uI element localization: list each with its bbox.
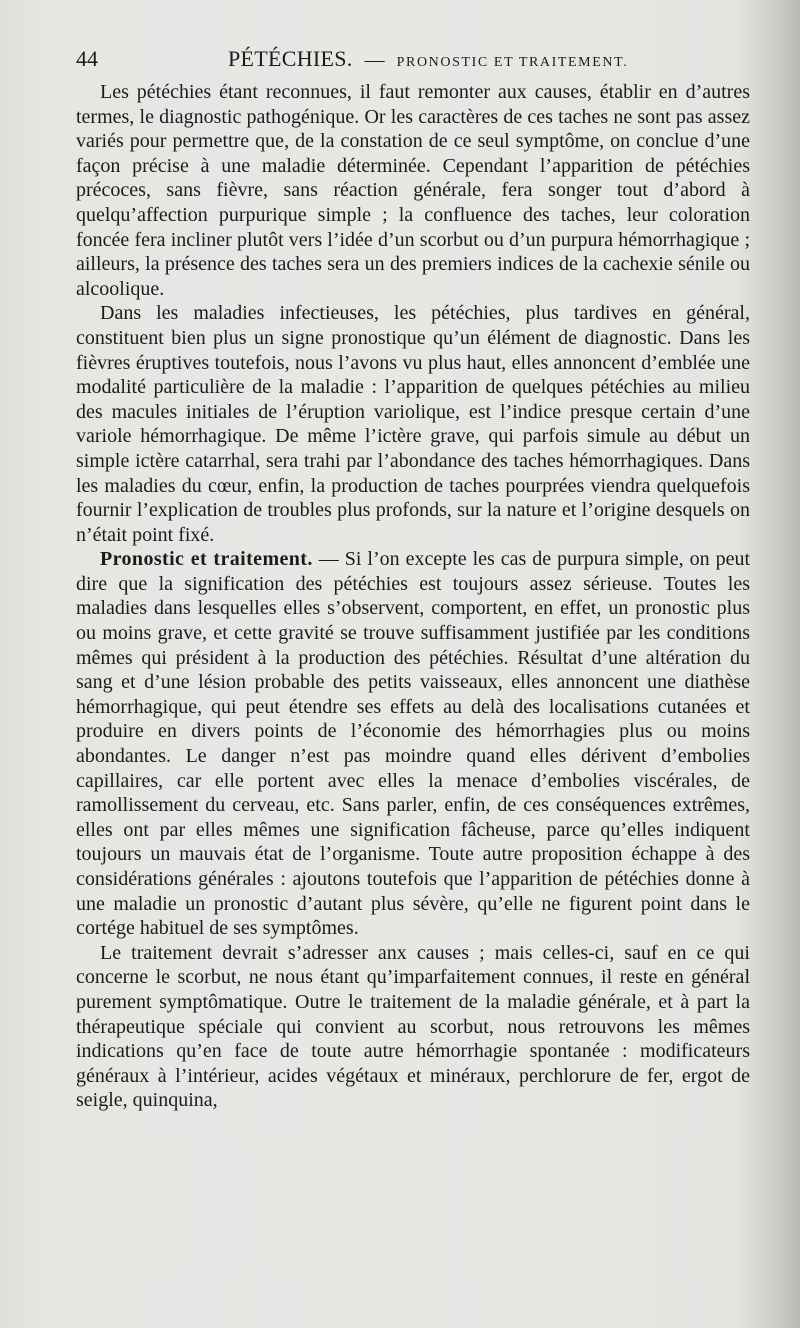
paragraph-diagnostic: Les pétéchies étant reconnues, il faut remonter aux causes, établir en d’autres termes, le diagnostic pathogénique. Or les caractères de ces taches ne sont pas assez variés pour permettre que, de la constation de ce seul symptôme, on conclue d’une façon précise à une maladie déterminée. Cependant l’apparition de pétéchies précoces, sans fièvre, sans réaction générale, fera songer tout d’abord à quelqu’affection purpurique simple ; la confluence des taches, leur coloration foncée fera incliner plutôt vers l’idée d’un scorbut ou d’un purpura hémorrhagique ; ailleurs, la présence des taches sera un des premiers indices de la cachexie sénile ou alcoolique. [76,81,750,300]
running-head [228,44,628,78]
paragraph-treatment: Le traitement devrait s’adresser anx causes ; mais celles-ci, sauf en ce qui concerne le scorbut, ne nous étant qu’imparfaitement connues, il reste en général purement symptômatique. Outre le traitement de la maladie générale, et à part la thérapeutique spéciale qui convient au scorbut, nous retrouvons les mêmes indications qu’en face de toute autre hémorrhagie spontanée : modificateurs généraux à l’intérieur, acides végétaux et minéraux, perchlorure de fer, ergot de seigle, quinquina, [76,941,750,1112]
section-heading-dash: — [318,548,339,571]
running-head-separator: — [364,49,385,71]
running-head-subtitle: PRONOSTIC ET TRAITEMENT. [396,55,629,70]
paragraph-prognosis [76,547,750,941]
prognosis-text: Si l’on excepte les cas de purpura simple, on peut dire que la signification des pétéchies est toujours assez sérieuse. Toutes les maladies dans lesquelles elles s’observent, comportent, en effet, un pronostic plus ou moins grave, et cette gravité se trouve suffisamment justifiée par les conditions mêmes qui président à la production des pétéchies. Résultat d’une altération du sang et d’une lésion probable des petits vaisseaux, elles annoncent une diathèse hémorrhagique, qui peut étendre ses effets au delà des localisations cutanées et produire en divers points de l’économie des hémorrhagies plus ou moins abondantes. Le danger n’est pas moindre quand elles dérivent d’embolies capillaires, car elle portent avec elles la menace d’embolies viscérales, de ramollissement du cerveau, etc. Sans parler, enfin, de ces conséquences extrêmes, elles ont par elles mêmes une signification fâcheuse, parce qu’elles indiquent toujours un mauvais état de l’organisme. Toute autre proposition échappe à des considérations générales : ajoutons toutefois que l’apparition de pétéchies donne à une maladie un pronostic d’autant plus sévère, qu’elle ne figurent point dans le cortége habituel de ses symptômes. [76,548,751,940]
paragraph-infectious-diseases: Dans les maladies infectieuses, les pétéchies, plus tardives en général, constituent bien plus un signe pronostique qu’un élément de diagnostic. Dans les fièvres éruptives toutefois, nous l’avons vu plus haut, elles annoncent d’emblée une modalité particulière de la maladie : l’apparition de quelques pétéchies au milieu des macules initiales de l’éruption variolique, est l’indice presque certain d’une variole hémorrhagique. De même l’ictère grave, qui parfois simule au début un simple ictère catarrhal, sera trahi par l’abondance des taches hémorrhagiques. Dans les maladies du cœur, enfin, la production de taches pourprées viendra quelquefois fournir l’explication de troubles plus profonds, sur la nature et l’origine desquels on n’était point fixé. [76,302,750,546]
page-number: 44 [76,46,98,71]
running-head-title: PÉTÉCHIES. [228,46,353,71]
page-header [76,44,756,76]
section-heading: Pronostic et traitement. [100,548,313,571]
body-text [76,80,750,1113]
